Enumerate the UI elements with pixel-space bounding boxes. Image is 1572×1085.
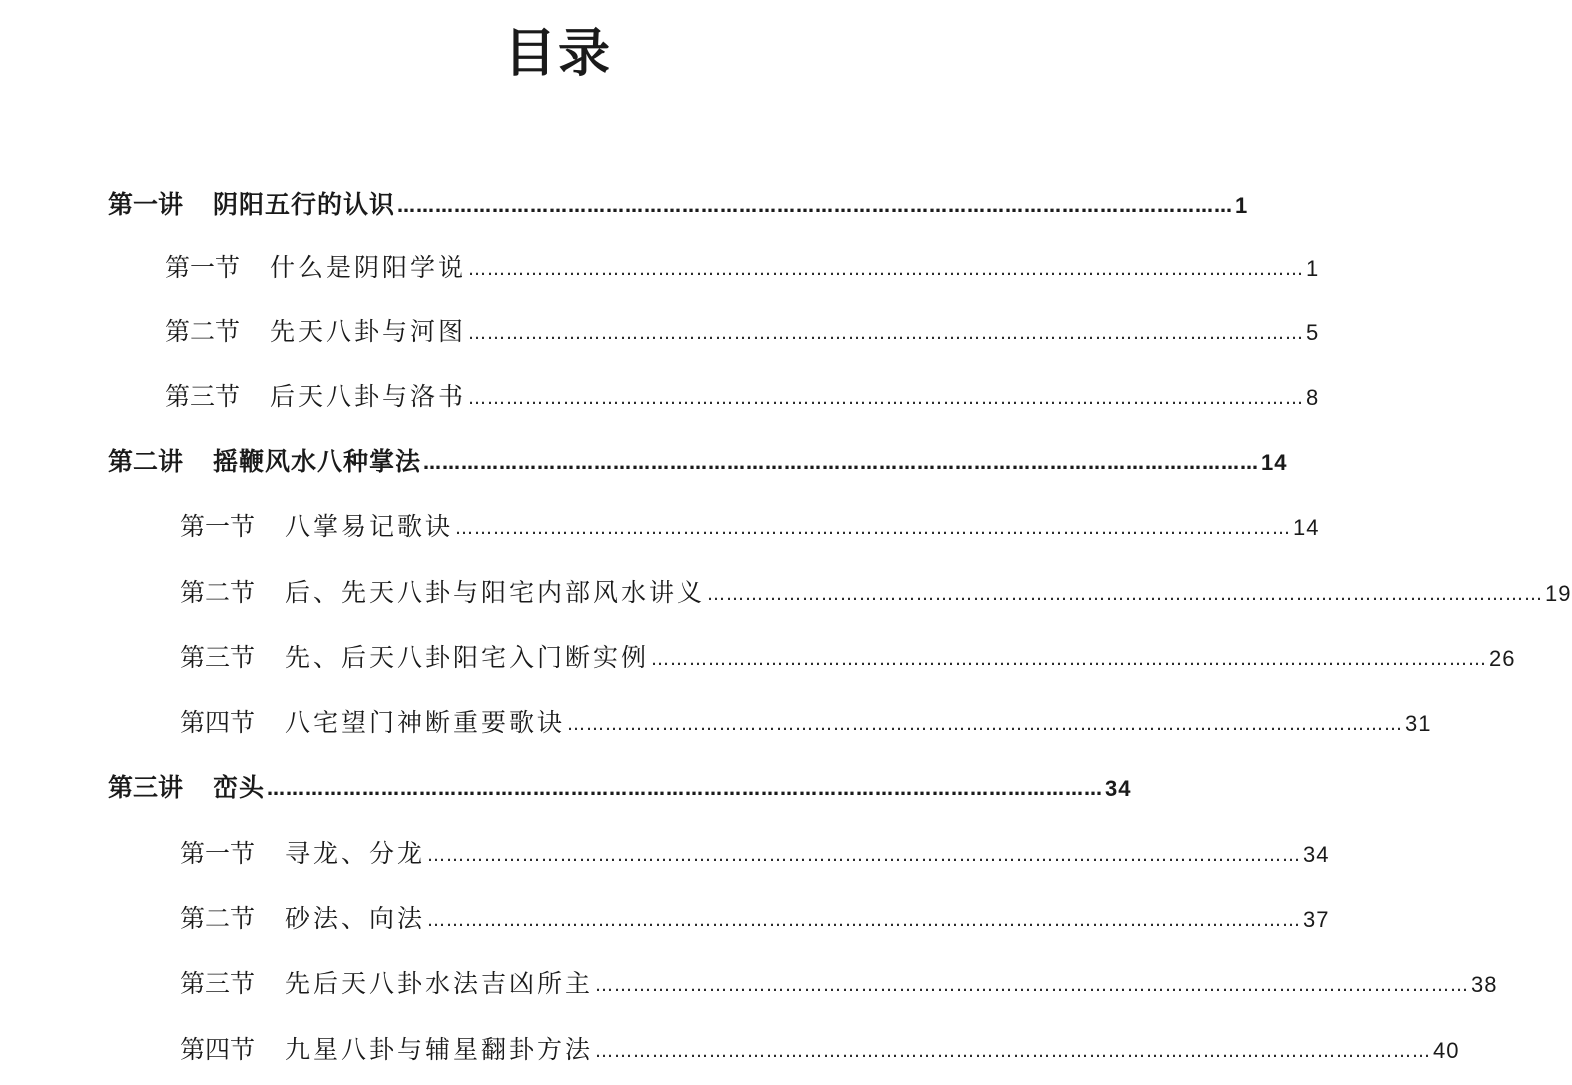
toc-entry-number: 第三节 [180,969,256,998]
toc-entry-number: 第三节 [165,382,241,411]
dot-leader: ………………………………………………………………………………………………………………………… [595,975,1470,996]
toc-entry-number: 第三节 [180,643,256,672]
toc-entry-page: 14 [1261,450,1288,475]
toc-entry-title: 先后天八卦水法吉凶所主 [285,969,594,998]
toc-entry-number: 第二节 [165,317,241,346]
toc-entry-number: 第一节 [180,512,256,541]
dot-leader: …………………………………………………………………………………………………………………… [397,196,1234,217]
toc-entry-section-3-3[interactable] [180,964,1498,1004]
dot-leader: …………………………………………………………………………………………………………………… [455,518,1292,539]
toc-entry-title: 八宅望门神断重要歌诀 [285,708,566,737]
dot-leader: …………………………………………………………………………………………………………………… [707,584,1544,605]
toc-entry-title: 先天八卦与河图 [270,317,467,346]
dot-leader: …………………………………………………………………………………………………………………… [468,388,1305,409]
toc-entry-title: 先、后天八卦阳宅入门断实例 [285,643,650,672]
toc-entry-page: 19 [1545,581,1572,606]
toc-entry-section-2-4[interactable] [180,703,1432,743]
toc-entry-section-1-3[interactable] [165,377,1320,417]
toc-entry-section-3-1[interactable] [180,834,1330,874]
dot-leader: ………………………………………………………………………………………………………………………… [427,910,1302,931]
toc-entry-number: 第四节 [180,708,256,737]
toc-entry-number: 第一讲 [108,190,184,219]
toc-entry-page: 40 [1433,1038,1460,1063]
toc-entry-title: 后天八卦与洛书 [270,382,467,411]
toc-entry-section-1-1[interactable] [165,248,1320,288]
toc-entry-section-3-2[interactable] [180,899,1330,939]
toc-entry-title: 寻龙、分龙 [285,839,426,868]
toc-entry-lecture-1[interactable] [108,185,1249,225]
toc-entry-number: 第三讲 [108,773,184,802]
toc-entry-title: 八掌易记歌诀 [285,512,454,541]
toc-entry-number: 第二节 [180,904,256,933]
toc-entry-number: 第二节 [180,578,256,607]
toc-entry-page: 34 [1105,776,1132,801]
toc-entry-page: 8 [1306,385,1320,410]
toc-entry-page: 1 [1306,256,1320,281]
dot-leader: …………………………………………………………………………………………………………………… [595,1041,1432,1062]
toc-entry-title: 砂法、向法 [285,904,426,933]
toc-entry-page: 37 [1303,907,1330,932]
toc-entry-title: 峦头 [213,773,266,802]
toc-entry-page: 1 [1235,193,1249,218]
toc-entry-page: 26 [1489,646,1516,671]
toc-entry-number: 第四节 [180,1035,256,1064]
toc-entry-section-2-2[interactable] [180,573,1572,613]
toc-entry-title: 什么是阴阳学说 [270,253,467,282]
toc-entry-page: 14 [1293,515,1320,540]
dot-leader: …………………………………………………………………………………………………………………… [423,453,1260,474]
toc-entry-title: 九星八卦与辅星翻卦方法 [285,1035,594,1064]
toc-entry-section-2-1[interactable] [180,507,1320,547]
dot-leader: …………………………………………………………………………………………………………………… [468,323,1305,344]
page-title: 目录 [503,24,612,84]
toc-entry-title: 摇鞭风水八种掌法 [213,447,422,476]
toc-entry-number: 第二讲 [108,447,184,476]
toc-entry-section-1-2[interactable] [165,312,1320,352]
toc-entry-lecture-2[interactable] [108,442,1288,482]
toc-entry-page: 31 [1405,711,1432,736]
dot-leader: …………………………………………………………………………………………………………………… [468,259,1305,280]
toc-entry-page: 5 [1306,320,1320,345]
toc-entry-page: 38 [1471,972,1498,997]
toc-entry-section-2-3[interactable] [180,638,1516,678]
toc-entry-page: 34 [1303,842,1330,867]
dot-leader: ………………………………………………………………………………………………………………………… [427,845,1302,866]
toc-entry-lecture-3[interactable] [108,768,1132,808]
toc-entry-number: 第一节 [180,839,256,868]
toc-entry-title: 阴阳五行的认识 [213,190,396,219]
toc-entry-number: 第一节 [165,253,241,282]
toc-entry-section-3-4[interactable] [180,1030,1460,1070]
dot-leader: …………………………………………………………………………………………………………………… [651,649,1488,670]
dot-leader: …………………………………………………………………………………………………………………… [267,779,1104,800]
dot-leader: …………………………………………………………………………………………………………………… [567,714,1404,735]
toc-entry-title: 后、先天八卦与阳宅内部风水讲义 [285,578,706,607]
